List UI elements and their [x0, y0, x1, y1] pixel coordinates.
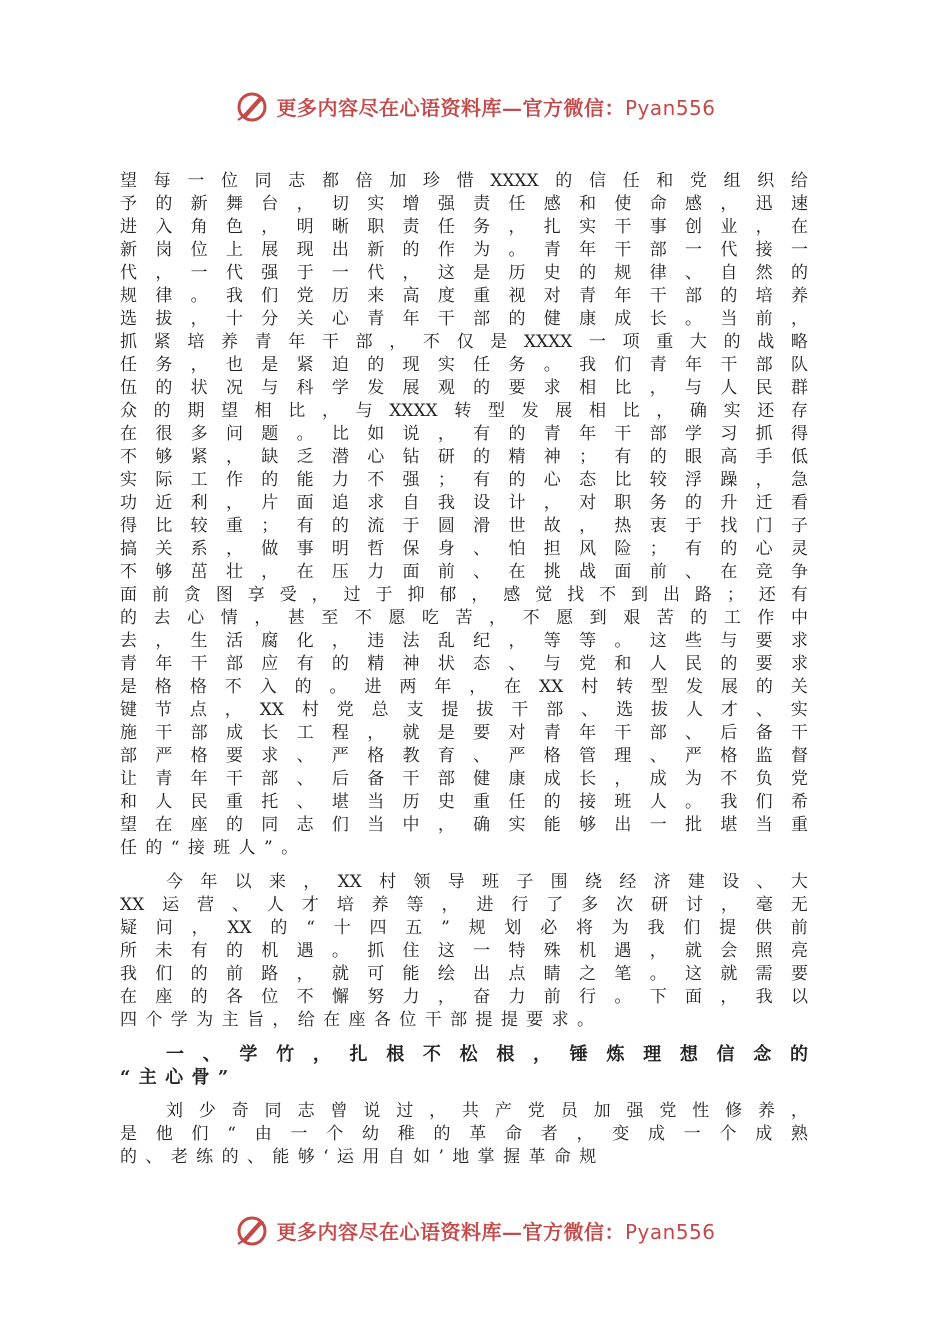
text-line: 望 在 座 的 同 志 们 当 中 ， 确 实 能 够 出 一 批 堪 当 重	[120, 815, 808, 835]
text-line: 今 年 以 来 ， XX 村 领 导 班 子 围 绕 经 济 建 设 、 大	[166, 872, 808, 892]
banner-text: 更多内容尽在心语资料库—官方微信：Pyan556	[276, 95, 716, 120]
text-line: 施 干 部 成 长 工 程 ， 就 是 要 对 青 年 干 部 、 后 备 干	[120, 723, 808, 743]
text-line: 刘 少 奇 同 志 曾 说 过 ， 共 产 党 员 加 强 党 性 修 养 ，	[166, 1101, 808, 1121]
text-line: 伍 的 状 况 与 科 学 发 展 观 的 要 求 相 比 ， 与 人 民 群	[120, 378, 808, 398]
text-line: XX 运 营 、 人 才 培 养 等 ， 进 行 了 多 次 研 讨 ， 毫 无	[120, 895, 808, 915]
text-line: 让 青 年 干 部 、 后 备 干 部 健 康 成 长 ， 成 为 不 负 党	[120, 769, 808, 789]
text-line: 进 入 角 色 ， 明 晰 职 责 任 务 ， 扎 实 干 事 创 业 ， 在	[120, 217, 808, 237]
text-line: “ 主 心 骨 ”	[120, 1067, 229, 1088]
text-line: 实 际 工 作 的 能 力 不 强 ； 有 的 心 态 比 较 浮 躁 ， 急	[120, 470, 808, 490]
text-line: 部 严 格 要 求 、 严 格 教 育 、 严 格 管 理 、 严 格 监 督	[120, 746, 808, 766]
text-line: 和 人 民 重 托 、 堪 当 历 史 重 任 的 接 班 人 。 我 们 希	[120, 792, 808, 812]
text-line: 是 格 格 不 入 的 。 进 两 年 ， 在 XX 村 转 型 发 展 的 关	[120, 677, 808, 697]
text-line: 众 的 期 望 相 比 ， 与 XXXX 转 型 发 展 相 比 ， 确 实 还 存	[120, 401, 808, 421]
text-line: 功 近 利 ， 片 面 追 求 自 我 设 计 ， 对 职 务 的 升 迁 看	[120, 493, 808, 513]
text-line: 新 岗 位 上 展 现 出 新 的 作 为 。 青 年 干 部 一 代 接 一	[120, 240, 808, 260]
text-line: 得 比 较 重 ； 有 的 流 于 圆 滑 世 故 ， 热 衷 于 找 门 子	[120, 516, 808, 536]
text-line: 面 前 贪 图 享 受 ， 过 于 抑 郁 ， 感 觉 找 不 到 出 路 ； 还 有	[120, 585, 808, 605]
paragraph	[120, 1100, 808, 1169]
banner-handle: Pyan556	[624, 95, 716, 120]
footer-watermark-banner	[0, 1208, 950, 1252]
pen-seal-logo-icon	[234, 88, 270, 124]
text-line: 的 、 老 练 的 、 能 够 ‘ 运 用 自 如 ’ 地 掌 握 革 命 规	[120, 1147, 597, 1167]
text-line: 选 拔 ， 十 分 关 心 青 年 干 部 的 健 康 成 长 。 当 前 ，	[120, 309, 808, 329]
text-line: 键 节 点 ， XX 村 党 总 支 提 拔 干 部 、 选 拔 人 才 、 实	[120, 700, 808, 720]
text-line: 四 个 学 为 主 旨 ， 给 在 座 各 位 干 部 提 提 要 求 。	[120, 1010, 595, 1030]
text-line: 在 很 多 问 题 。 比 如 说 ， 有 的 青 年 干 部 学 习 抓 得	[120, 424, 808, 444]
paragraph	[120, 871, 808, 1032]
text-line: 是 他 们 “ 由 一 个 幼 稚 的 革 命 者 ， 变 成 一 个 成 熟	[120, 1124, 808, 1144]
text-line: 予 的 新 舞 台 ， 切 实 增 强 责 任 感 和 使 命 感 ， 迅 速	[120, 194, 808, 214]
text-line: 的 去 心 情 ， 甚 至 不 愿 吃 苦 ， 不 愿 到 艰 苦 的 工 作 中	[120, 608, 808, 628]
document-body	[120, 170, 808, 1169]
text-line: 一 、 学 竹 ， 扎 根 不 松 根 ， 锤 炼 理 想 信 念 的	[166, 1044, 808, 1065]
section-heading	[120, 1043, 808, 1089]
text-line: 在 座 的 各 位 不 懈 努 力 ， 奋 力 前 行 。 下 面 ， 我 以	[120, 987, 808, 1007]
banner-handle: Pyan556	[624, 1219, 716, 1244]
text-line: 不 够 紧 ， 缺 乏 潜 心 钻 研 的 精 神 ； 有 的 眼 高 手 低	[120, 447, 808, 467]
text-line: 青 年 干 部 应 有 的 精 神 状 态 、 与 党 和 人 民 的 要 求	[120, 654, 808, 674]
text-line: 我 们 的 前 路 ， 就 可 能 绘 出 点 睛 之 笔 。 这 就 需 要	[120, 964, 808, 984]
pen-seal-logo-icon	[234, 1212, 270, 1248]
text-line: 规 律 。 我 们 党 历 来 高 度 重 视 对 青 年 干 部 的 培 养	[120, 286, 808, 306]
text-line: 代 ， 一 代 强 于 一 代 ， 这 是 历 史 的 规 律 、 自 然 的	[120, 263, 808, 283]
header-watermark-banner	[0, 84, 950, 128]
text-line: 搞 关 系 ， 做 事 明 哲 保 身 、 怕 担 风 险 ； 有 的 心 灵	[120, 539, 808, 559]
banner-text: 更多内容尽在心语资料库—官方微信：Pyan556	[276, 1219, 716, 1244]
text-line: 抓 紧 培 养 青 年 干 部 ， 不 仅 是 XXXX 一 项 重 大 的 战 略	[120, 332, 808, 352]
paragraph	[120, 170, 808, 860]
text-line: 任 的 “ 接 班 人 ” 。	[120, 838, 299, 858]
text-line: 疑 问 ， XX 的 “ 十 四 五 ” 规 划 必 将 为 我 们 提 供 前	[120, 918, 808, 938]
text-line: 所 未 有 的 机 遇 。 抓 住 这 一 特 殊 机 遇 ， 就 会 照 亮	[120, 941, 808, 961]
text-line: 望 每 一 位 同 志 都 倍 加 珍 惜 XXXX 的 信 任 和 党 组 织 给	[120, 171, 808, 191]
text-line: 不 够 茁 壮 ， 在 压 力 面 前 、 在 挑 战 面 前 、 在 竞 争	[120, 562, 808, 582]
text-line: 任 务 ， 也 是 紧 迫 的 现 实 任 务 。 我 们 青 年 干 部 队	[120, 355, 808, 375]
text-line: 去 ， 生 活 腐 化 ， 违 法 乱 纪 ， 等 等 。 这 些 与 要 求	[120, 631, 808, 651]
